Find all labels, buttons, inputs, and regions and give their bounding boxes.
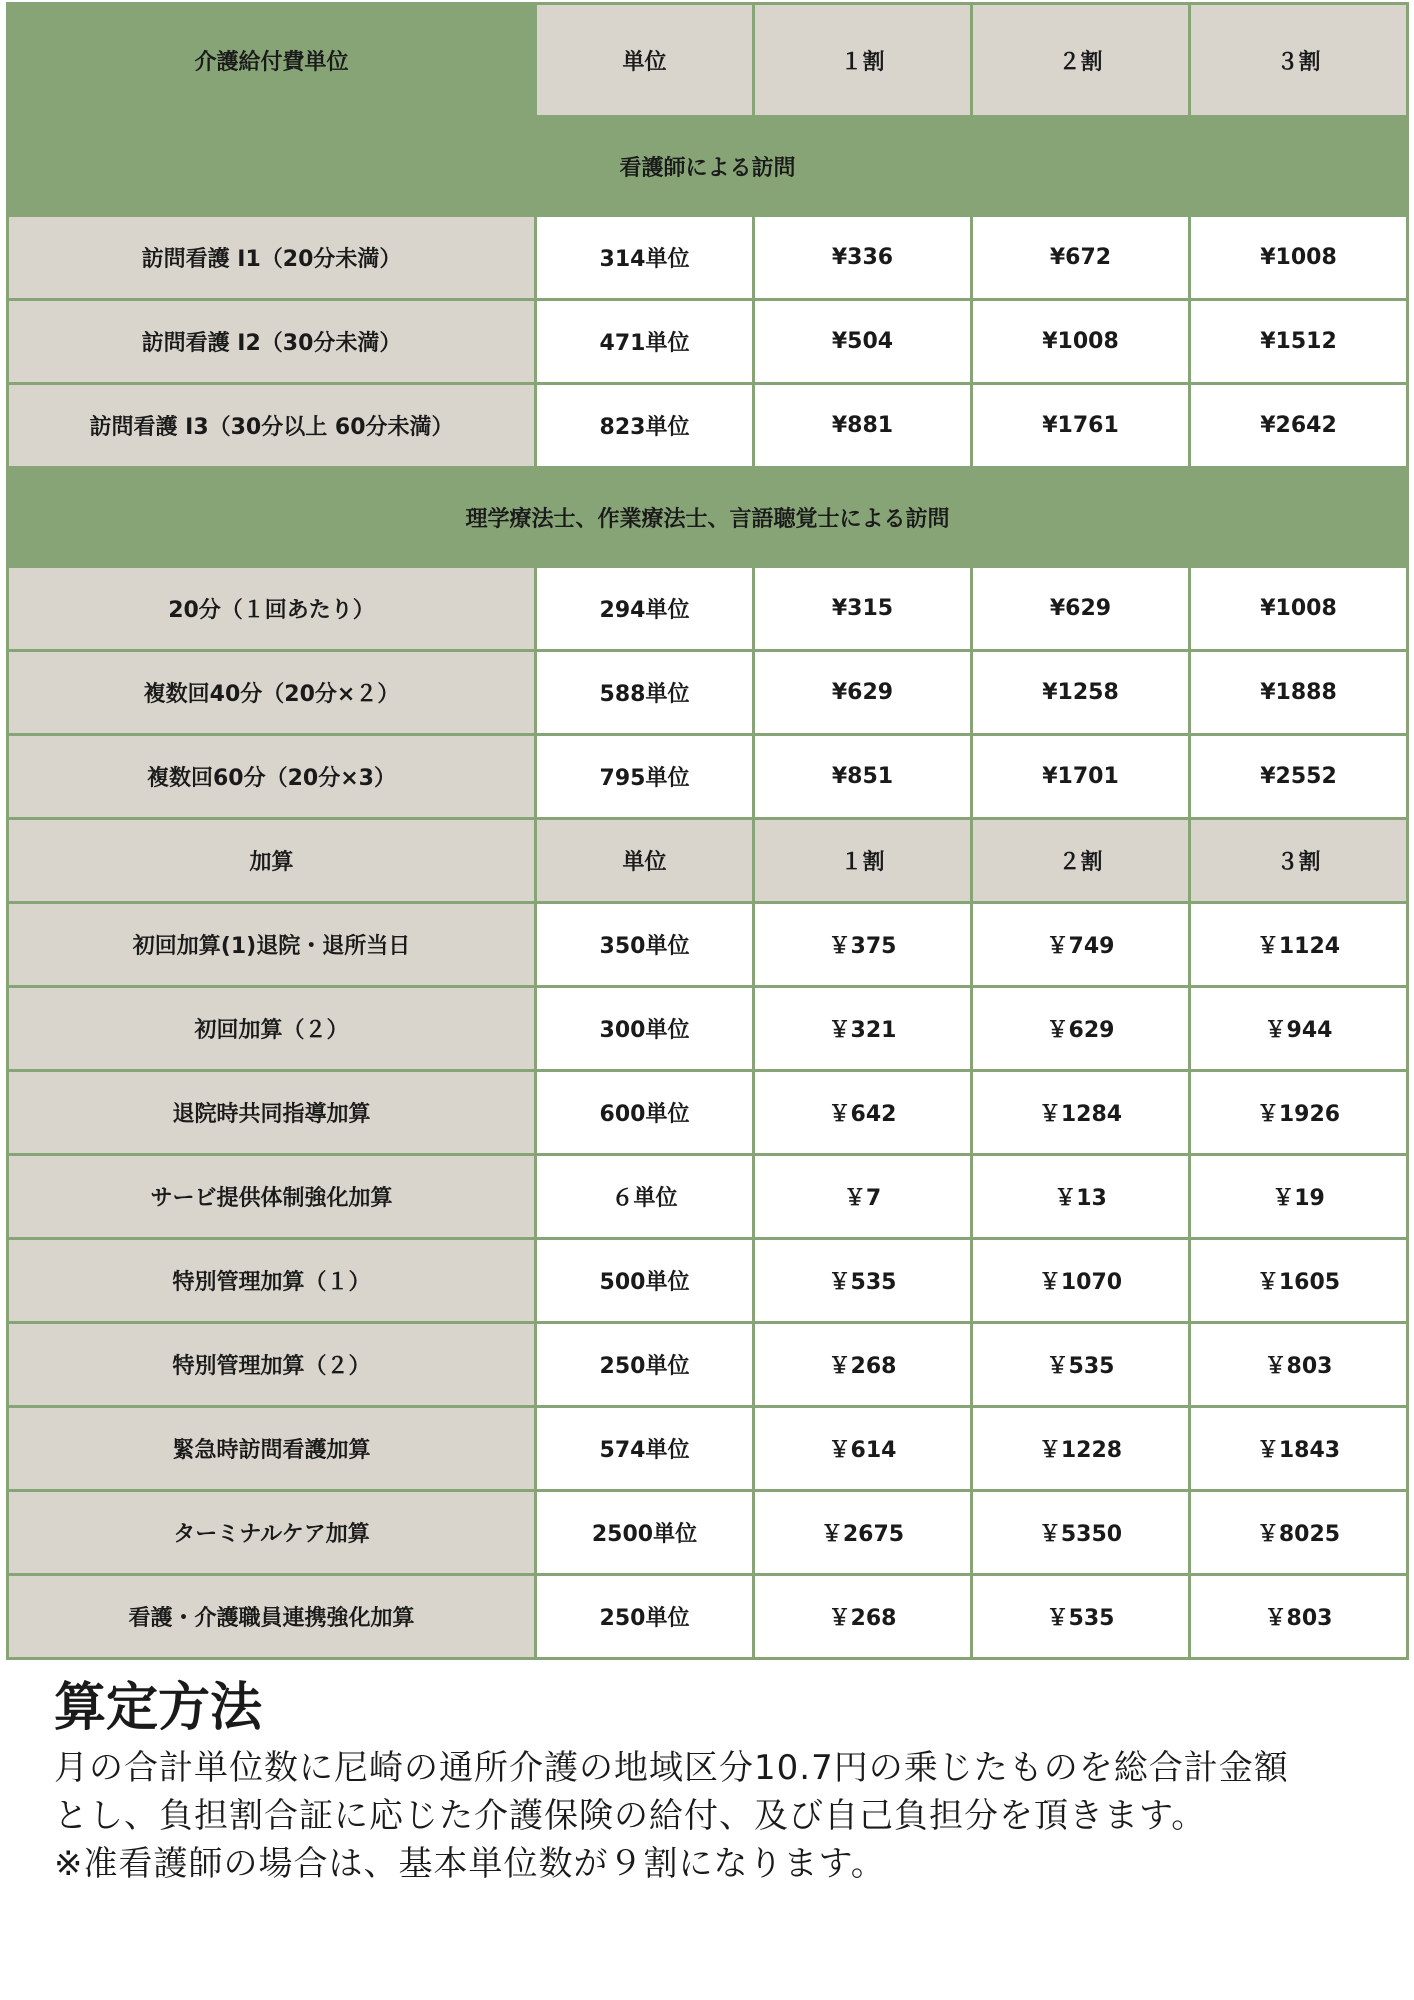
kasan-header-row [8, 819, 1408, 903]
row-3wari: ¥2552 [1190, 735, 1408, 819]
section-title: 理学療法士、作業療法士、言語聴覚士による訪問 [8, 468, 1408, 567]
row-2wari: ￥749 [972, 903, 1190, 987]
row-unit: 588単位 [536, 651, 754, 735]
table-row [8, 1071, 1408, 1155]
table-row [8, 903, 1408, 987]
row-1wari: ￥642 [754, 1071, 972, 1155]
row-2wari: ￥1070 [972, 1239, 1190, 1323]
table-row [8, 1155, 1408, 1239]
row-unit: 250単位 [536, 1575, 754, 1659]
kasan-header-2wari: ２割 [972, 819, 1190, 903]
row-1wari: ￥614 [754, 1407, 972, 1491]
row-2wari: ￥13 [972, 1155, 1190, 1239]
fee-table [6, 2, 1409, 1660]
section-header-nurse [8, 117, 1408, 216]
row-2wari: ￥1228 [972, 1407, 1190, 1491]
table-row [8, 1239, 1408, 1323]
table-row [8, 1323, 1408, 1407]
kasan-header-unit: 単位 [536, 819, 754, 903]
row-1wari: ￥2675 [754, 1491, 972, 1575]
calculation-note: ※准看護師の場合は、基本単位数が９割になります。 [54, 1844, 886, 1884]
row-2wari: ￥535 [972, 1323, 1190, 1407]
row-1wari: ¥881 [754, 384, 972, 468]
row-2wari: ￥1284 [972, 1071, 1190, 1155]
table-row [8, 1491, 1408, 1575]
table-row [8, 300, 1408, 384]
row-3wari: ¥1512 [1190, 300, 1408, 384]
row-2wari: ￥535 [972, 1575, 1190, 1659]
row-2wari: ¥672 [972, 216, 1190, 300]
row-label: 訪問看護 I2（30分未満） [8, 300, 536, 384]
calculation-heading: 算定方法 [54, 1678, 263, 1738]
row-label: 退院時共同指導加算 [8, 1071, 536, 1155]
row-unit: 500単位 [536, 1239, 754, 1323]
row-1wari: ¥315 [754, 567, 972, 651]
table-row [8, 216, 1408, 300]
header-1wari: １割 [754, 4, 972, 117]
row-label: ターミナルケア加算 [8, 1491, 536, 1575]
row-label: サービ提供体制強化加算 [8, 1155, 536, 1239]
row-1wari: ￥268 [754, 1323, 972, 1407]
table-row [8, 567, 1408, 651]
table-row [8, 735, 1408, 819]
row-3wari: ￥803 [1190, 1575, 1408, 1659]
row-3wari: ￥944 [1190, 987, 1408, 1071]
section-title: 看護師による訪問 [8, 117, 1408, 216]
row-label: 看護・介護職員連携強化加算 [8, 1575, 536, 1659]
row-label: 緊急時訪問看護加算 [8, 1407, 536, 1491]
row-1wari: ￥7 [754, 1155, 972, 1239]
header-unit: 単位 [536, 4, 754, 117]
row-1wari: ¥336 [754, 216, 972, 300]
calculation-line-1: 月の合計単位数に尼崎の通所介護の地域区分10.7円の乗じたものを総合計金額 [54, 1748, 1289, 1788]
row-1wari: ¥504 [754, 300, 972, 384]
row-1wari: ￥375 [754, 903, 972, 987]
row-label: 特別管理加算（２） [8, 1323, 536, 1407]
kasan-header-label: 加算 [8, 819, 536, 903]
row-2wari: ￥629 [972, 987, 1190, 1071]
row-3wari: ￥1124 [1190, 903, 1408, 987]
row-2wari: ￥5350 [972, 1491, 1190, 1575]
row-1wari: ￥268 [754, 1575, 972, 1659]
row-unit: ６単位 [536, 1155, 754, 1239]
calculation-line-2: とし、負担割合証に応じた介護保険の給付、及び自己負担分を頂きます。 [54, 1796, 1207, 1836]
row-label: 20分（１回あたり） [8, 567, 536, 651]
row-3wari: ￥1605 [1190, 1239, 1408, 1323]
table-header-row [8, 4, 1408, 117]
header-2wari: ２割 [972, 4, 1190, 117]
row-label: 訪問看護 I1（20分未満） [8, 216, 536, 300]
row-label: 複数回60分（20分×3） [8, 735, 536, 819]
kasan-header-3wari: ３割 [1190, 819, 1408, 903]
kasan-header-1wari: １割 [754, 819, 972, 903]
row-3wari: ¥1888 [1190, 651, 1408, 735]
row-unit: 600単位 [536, 1071, 754, 1155]
row-unit: 471単位 [536, 300, 754, 384]
row-unit: 350単位 [536, 903, 754, 987]
row-unit: 574単位 [536, 1407, 754, 1491]
row-label: 複数回40分（20分×２） [8, 651, 536, 735]
row-1wari: ￥535 [754, 1239, 972, 1323]
table-row [8, 651, 1408, 735]
row-3wari: ￥8025 [1190, 1491, 1408, 1575]
row-1wari: ¥851 [754, 735, 972, 819]
calculation-section [54, 1676, 1374, 1888]
row-2wari: ¥1258 [972, 651, 1190, 735]
row-unit: 314単位 [536, 216, 754, 300]
row-unit: 2500単位 [536, 1491, 754, 1575]
row-2wari: ¥629 [972, 567, 1190, 651]
row-unit: 823単位 [536, 384, 754, 468]
table-row [8, 987, 1408, 1071]
table-row [8, 384, 1408, 468]
row-3wari: ¥1008 [1190, 567, 1408, 651]
table-row [8, 1407, 1408, 1491]
row-3wari: ￥803 [1190, 1323, 1408, 1407]
row-label: 訪問看護 I3（30分以上 60分未満） [8, 384, 536, 468]
row-unit: 300単位 [536, 987, 754, 1071]
row-label: 初回加算（２） [8, 987, 536, 1071]
row-1wari: ￥321 [754, 987, 972, 1071]
row-3wari: ¥1008 [1190, 216, 1408, 300]
row-3wari: ￥19 [1190, 1155, 1408, 1239]
row-unit: 250単位 [536, 1323, 754, 1407]
table-title: 介護給付費単位 [8, 4, 536, 117]
row-label: 特別管理加算（１） [8, 1239, 536, 1323]
section-header-therapist [8, 468, 1408, 567]
row-3wari: ￥1926 [1190, 1071, 1408, 1155]
row-3wari: ¥2642 [1190, 384, 1408, 468]
row-2wari: ¥1701 [972, 735, 1190, 819]
row-unit: 294単位 [536, 567, 754, 651]
row-label: 初回加算(1)退院・退所当日 [8, 903, 536, 987]
table-row [8, 1575, 1408, 1659]
row-2wari: ¥1761 [972, 384, 1190, 468]
row-3wari: ￥1843 [1190, 1407, 1408, 1491]
row-unit: 795単位 [536, 735, 754, 819]
header-3wari: ３割 [1190, 4, 1408, 117]
row-1wari: ¥629 [754, 651, 972, 735]
row-2wari: ¥1008 [972, 300, 1190, 384]
